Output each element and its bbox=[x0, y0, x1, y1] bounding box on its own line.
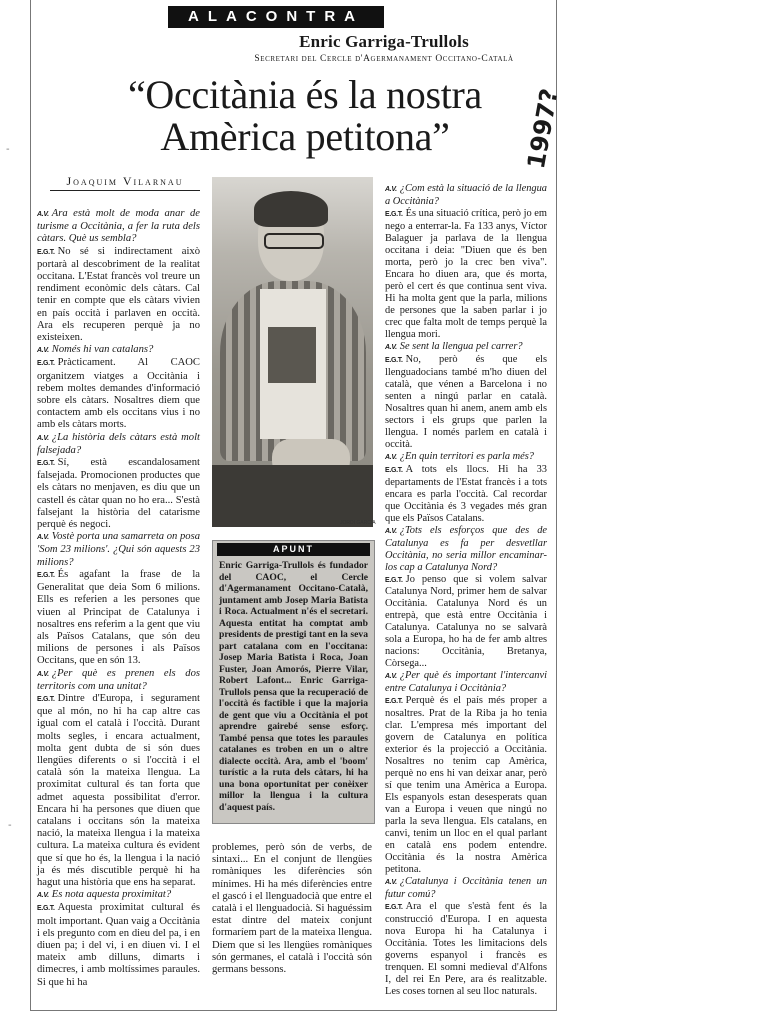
interview-answer bbox=[37, 569, 200, 668]
answer-text: Pràcticament. Al CAOC organitzem viatges a Occitània i rebem moltes demandes d'informació sobre els càtars. Nosaltres diem que contactem amb els occitans vius i no amb els càtars morts. bbox=[37, 357, 200, 431]
answer-tag: E.G.T. bbox=[37, 360, 55, 368]
answer-text: Ara el que s'està fent és la construcció d'Europa. I en aquesta nova Europa hi ha Catalunya i Occitània. Totes les limitacions dels governs espanyol i francès es trenquen. El somni medieval d'Alfons I, del rei En Pere, ara és realitzable. Les coses tornen al seu lloc naturals. bbox=[385, 901, 547, 997]
interview-answer bbox=[37, 693, 200, 889]
interview-question bbox=[385, 183, 547, 208]
answer-text: No, però és que els llenguadocians també m'ho diuen del català, que vénen a Barcelona i no senten a ningú parlar en català. Nosaltres quan hi anem, anem amb els sectors i els grups que parlen la llengua. I només parlem en català i occità. bbox=[385, 353, 547, 450]
handwritten-year: 1997? bbox=[522, 86, 564, 171]
question-tag: A.V. bbox=[37, 211, 49, 218]
interview-answer bbox=[385, 695, 547, 876]
answer-tag: E.G.T. bbox=[37, 905, 55, 913]
answer-text: És agafant la frase de la Generalitat que deia Som 6 milions. Ells es referien a les persones que viuen al Principat de Catalunya i nosaltres ens referim a la gent que viu als Països Catalans, que són deu milions de persones i als Països Occitans, que en són 13. bbox=[37, 568, 200, 667]
column-2-text: problemes, però són de verbs, de sintaxi... En el conjunt de llengües romàniques les diferències són mínimes. Hi ha més diferències entre el gascó i el llenguadocià que entre el català i el llenguadocià. Si haguéssim estat dintre del mateix conjunt formaríem part de la mateixa llengua. Diem que si les llengües romàniques són germanes, el català i l'occità són germans bessons. bbox=[212, 842, 372, 976]
answer-tag: E.G.T. bbox=[37, 460, 55, 468]
question-tag: A.V. bbox=[37, 434, 49, 442]
question-text: Es nota aquesta proximitat? bbox=[51, 889, 172, 901]
interview-answer bbox=[37, 246, 200, 345]
photo-glasses bbox=[264, 233, 324, 249]
apunt-title: APUNT bbox=[217, 543, 370, 556]
question-tag: A.V. bbox=[385, 527, 397, 535]
interview-question bbox=[385, 525, 547, 574]
photo-tshirt-print bbox=[268, 327, 316, 383]
apunt-sidebar bbox=[212, 540, 375, 824]
question-tag: A.V. bbox=[385, 879, 397, 887]
interview-question bbox=[37, 432, 200, 457]
question-tag: A.V. bbox=[37, 347, 49, 355]
headline: “Occitània és la nostra Amèrica petitona” bbox=[127, 72, 483, 159]
answer-tag: E.G.T. bbox=[37, 695, 55, 703]
scan-margin-mark: - bbox=[6, 144, 10, 155]
article-column-2 bbox=[212, 842, 372, 976]
question-tag: A.V. bbox=[37, 534, 49, 542]
question-text: ¿Tots els esforços que des de Catalunya es fa per desvetllar Occitània, no seria millor encaminar-los cap a Catalunya Nord? bbox=[385, 524, 547, 573]
question-tag: A.V. bbox=[37, 892, 49, 900]
answer-text: Sí, està escandalosament falsejada. Promocionen productes que els càtars no menjaven, es diu que un castell és càtar quan no ho era... S'està falsejant la història del catarisme perquè és negoci. bbox=[37, 457, 200, 531]
interview-question bbox=[385, 876, 547, 901]
answer-tag: E.G.T. bbox=[385, 356, 403, 364]
byline: Joaquim Vilarnau bbox=[50, 174, 200, 191]
answer-tag: E.G.T. bbox=[385, 576, 403, 584]
portrait-photo bbox=[212, 177, 373, 527]
interview-answer bbox=[37, 457, 200, 531]
apunt-text: Enric Garriga-Trullols és fundador del CAOC, el Cercle d'Agermanament Occitano-Català, juntament amb Josep Maria Batista i Roca. Actualment n'és el secretari. Aquesta entitat ha comptat amb presidents de prestigi tant en la seva part catalana com en l'occitana: Josep Maria Batista i Roca, Joan Fuster, Joan Amorós, Pierre Vilar, Robert Lafont... Enric Garriga-Trullols pensa que la recuperació de l'occità és factible i que la majoria de gent que viu a Occitània el pot aprendre gairebé sense esforç. També pensa que totes les paraules catalanes es troben en un o altre dialecte occità. Ara, amb el 'boom' turístic a la ruta dels càtars, hi ha una bona oportunitat per conèixer millor la llengua i la cultura d'aquest país. bbox=[219, 560, 368, 813]
interview-question bbox=[37, 668, 200, 693]
answer-tag: E.G.T. bbox=[385, 698, 403, 706]
interview-question bbox=[385, 670, 547, 695]
question-text: ¿La història dels càtars està molt falsejada? bbox=[37, 431, 200, 456]
interviewee-name: Enric Garriga-Trullols bbox=[299, 32, 469, 51]
interview-answer bbox=[385, 574, 547, 671]
question-tag: A.V. bbox=[37, 670, 49, 678]
question-tag: A.V. bbox=[385, 673, 397, 681]
section-label: ALACONTRA bbox=[188, 8, 364, 25]
interview-question bbox=[385, 451, 547, 464]
interviewee-role: Secretari del Cercle d'Agermanament Occitano-Català bbox=[254, 54, 514, 64]
answer-text: És una situació crítica, però jo em nego a enterrar-la. Fa 133 anys, Víctor Balaguer ja parlava de la llengua occitana i deia: "Diuen que és ben morta, però jo la crec ben viva". Encara ho diuen ara, que és morta, però el cert és que continua sent viva. Hi ha molta gent que la parla, milions de persones que la saben parlar i jo crec que falta molt de temps perquè la llengua mori. bbox=[385, 207, 547, 340]
question-text: Vostè porta una samarreta on posa 'Som 23 milions'. ¿Qui són aquests 23 milions? bbox=[37, 531, 200, 568]
question-text: ¿Com està la situació de la llengua a Occitània? bbox=[385, 183, 547, 207]
question-tag: A.V. bbox=[385, 453, 397, 461]
interview-answer bbox=[37, 902, 200, 988]
section-banner bbox=[168, 6, 384, 28]
article-column-3 bbox=[385, 183, 547, 998]
answer-text: Aquesta proximitat cultural és molt important. Quan vaig a Occitània i els pregunto com en dieu del pa, i en diuen pa; i del vi, i en diuen vi. I el mateix amb dilluns, dimarts i dimecres, i amb moltíssimes paraules. Si que hi ha bbox=[37, 902, 200, 988]
photo-credit: JORDI GARCIA bbox=[340, 520, 376, 526]
interview-question bbox=[37, 208, 200, 246]
article-column-1 bbox=[37, 208, 200, 989]
answer-tag: E.G.T. bbox=[385, 466, 403, 474]
question-tag: A.V. bbox=[385, 343, 397, 351]
question-text: Ara està molt de moda anar de turisme a Occitània, a fer la ruta dels càtars. Què us sembla? bbox=[37, 208, 200, 245]
answer-text: No sé si indirectament això portarà al descobriment de la realitat occitana. L'Estat francès vol treure un rendiment econòmic dels càtars. Cal tenir en compte que els càtars vivien en país occità i parlaven en occità. Ara els recuperen perquè ja no existeixen. bbox=[37, 245, 200, 344]
photo-hair bbox=[254, 191, 328, 227]
answer-text: Jo penso que si volem salvar Catalunya Nord, primer hem de salvar Occitània. Catalunya Nord és un entrepà, que està entre Occitània i Catalunya. Catalunya no se salvarà sola a Europa, ho ha de fer amb altres nacions: Occitània, Bretanya, Còrsega... bbox=[385, 573, 547, 670]
interview-question bbox=[37, 344, 200, 357]
answer-tag: E.G.T. bbox=[385, 210, 403, 218]
question-text: ¿En quin territori es parla més? bbox=[399, 450, 534, 462]
photo-chair bbox=[212, 465, 373, 527]
scan-margin-mark: - bbox=[8, 820, 12, 831]
answer-text: Perquè és el país més proper a nosaltres. Prat de la Riba ja ho tenia clar. L'empresa més important del govern de Catalunya en política exterior és la projecció a Occitània. Nosaltres no tenim cap Amèrica, perquè no ens hi van deixar anar, però sí que tenim una Amèrica a Europa. Els espanyols estan desesperats quan van a Europa i veuen que ningú no parla la seva llengua. Els catalans, en canvi, tenim un lloc en el qual parlant en català ens podem entendre. Occitània és la nostra Amèrica petitona. bbox=[385, 695, 547, 876]
interview-question bbox=[385, 341, 547, 354]
answer-tag: E.G.T. bbox=[37, 571, 55, 579]
interview-answer bbox=[385, 208, 547, 341]
question-tag: A.V. bbox=[385, 186, 397, 193]
interview-answer bbox=[37, 357, 200, 431]
interview-answer bbox=[385, 901, 547, 998]
interview-question bbox=[37, 531, 200, 569]
interview-question bbox=[37, 889, 200, 902]
answer-text: A tots els llocs. Hi ha 33 departaments de l'Estat francès i a tots encara es parla l'occità. Cal recordar que Occitània és 3 vegades més gran que els Països Catalans. bbox=[385, 463, 547, 524]
answer-tag: E.G.T. bbox=[37, 248, 55, 256]
question-text: ¿Per què es prenen els dos territoris com una unitat? bbox=[37, 667, 200, 692]
interview-answer bbox=[385, 354, 547, 451]
question-text: Se sent la llengua pel carrer? bbox=[399, 340, 523, 352]
answer-tag: E.G.T. bbox=[385, 904, 403, 912]
interviewee-header bbox=[0, 32, 768, 64]
question-text: ¿Per què és important l'intercanvi entre Catalunya i Occitània? bbox=[385, 670, 547, 695]
answer-text: Dintre d'Europa, i segurament que al món, no hi ha cap altre cas igual com el català i l'occità. Durant molts segles, i encara actualment, molta gent dubta de si són dues llengües diferents o si l'occità i el català són la mateixa llengua. La proximitat cultural és tan forta que admet aquesta possibilitat d'error. Encara hi ha persones que diuen que catalans i occitans són la mateixa nació, la mateixa llengua i la mateixa cultura. La mateixa cultura és evident que sí que ho és, la llengua i la nació ja és més discutible perquè hi ha hagut una història que ens ha separat. bbox=[37, 692, 200, 888]
question-text: Només hi van catalans? bbox=[51, 344, 154, 356]
question-text: ¿Catalunya i Occitània tenen un futur comú? bbox=[385, 876, 547, 901]
interview-answer bbox=[385, 464, 547, 525]
